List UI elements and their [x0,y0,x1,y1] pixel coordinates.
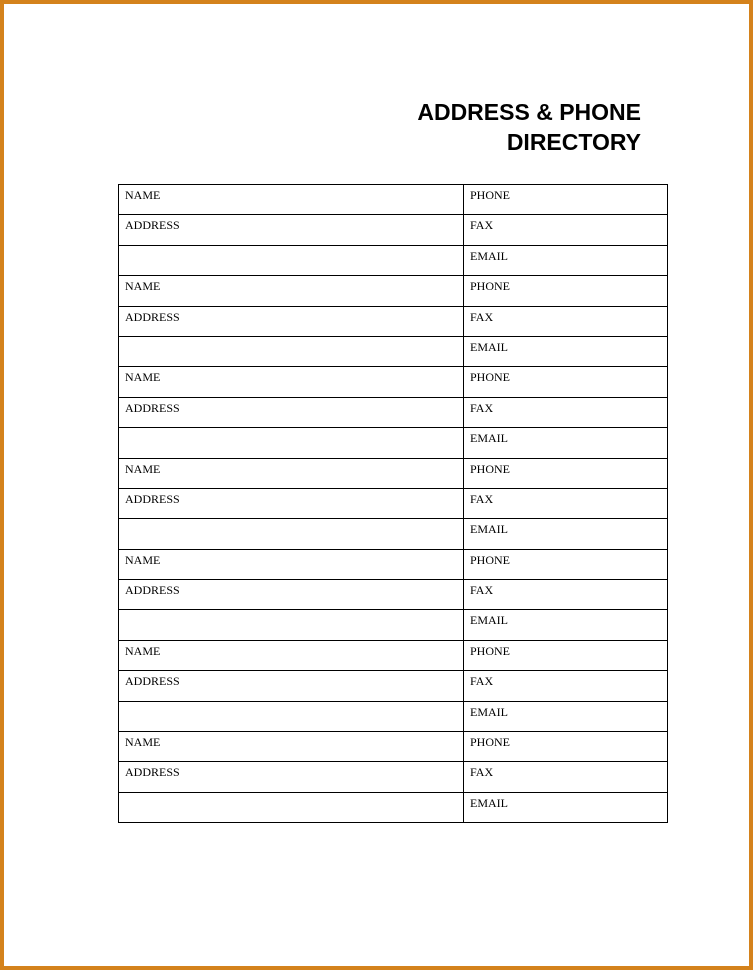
phone-field[interactable]: PHONE [464,367,668,397]
address-field[interactable]: ADDRESS [119,488,464,518]
directory-row [119,488,668,518]
directory-row [119,580,668,610]
name-field[interactable]: NAME [119,367,464,397]
address-line-2-field[interactable] [119,519,464,549]
directory-row [119,732,668,762]
name-field[interactable]: NAME [119,276,464,306]
directory-row [119,306,668,336]
directory-row [119,458,668,488]
title-line-2: DIRECTORY [506,129,641,155]
email-field[interactable]: EMAIL [464,701,668,731]
directory-row [119,640,668,670]
address-line-2-field[interactable] [119,336,464,366]
phone-field[interactable]: PHONE [464,458,668,488]
fax-field[interactable]: FAX [464,671,668,701]
directory-row [119,792,668,822]
directory-row [119,610,668,640]
directory-row [119,336,668,366]
email-field[interactable]: EMAIL [464,519,668,549]
directory-row [119,397,668,427]
directory-row [119,245,668,275]
fax-field[interactable]: FAX [464,580,668,610]
phone-field[interactable]: PHONE [464,640,668,670]
phone-field[interactable]: PHONE [464,185,668,215]
name-field[interactable]: NAME [119,640,464,670]
directory-row [119,549,668,579]
directory-row [119,762,668,792]
name-field[interactable]: NAME [119,549,464,579]
email-field[interactable]: EMAIL [464,610,668,640]
address-field[interactable]: ADDRESS [119,762,464,792]
address-field[interactable]: ADDRESS [119,671,464,701]
phone-field[interactable]: PHONE [464,276,668,306]
directory-row [119,215,668,245]
directory-row [119,428,668,458]
address-field[interactable]: ADDRESS [119,580,464,610]
email-field[interactable]: EMAIL [464,792,668,822]
directory-table [118,184,668,823]
page-title [304,97,641,157]
directory-row [119,185,668,215]
fax-field[interactable]: FAX [464,215,668,245]
email-field[interactable]: EMAIL [464,245,668,275]
name-field[interactable]: NAME [119,458,464,488]
email-field[interactable]: EMAIL [464,336,668,366]
fax-field[interactable]: FAX [464,397,668,427]
address-line-2-field[interactable] [119,701,464,731]
address-line-2-field[interactable] [119,245,464,275]
directory-row [119,519,668,549]
fax-field[interactable]: FAX [464,306,668,336]
address-line-2-field[interactable] [119,792,464,822]
name-field[interactable]: NAME [119,732,464,762]
email-field[interactable]: EMAIL [464,428,668,458]
address-field[interactable]: ADDRESS [119,215,464,245]
address-line-2-field[interactable] [119,428,464,458]
address-line-2-field[interactable] [119,610,464,640]
directory-row [119,367,668,397]
directory-row [119,276,668,306]
fax-field[interactable]: FAX [464,488,668,518]
name-field[interactable]: NAME [119,185,464,215]
directory-row [119,701,668,731]
phone-field[interactable]: PHONE [464,549,668,579]
phone-field[interactable]: PHONE [464,732,668,762]
directory-row [119,671,668,701]
title-line-1: ADDRESS & PHONE [417,99,641,125]
address-field[interactable]: ADDRESS [119,306,464,336]
fax-field[interactable]: FAX [464,762,668,792]
address-field[interactable]: ADDRESS [119,397,464,427]
